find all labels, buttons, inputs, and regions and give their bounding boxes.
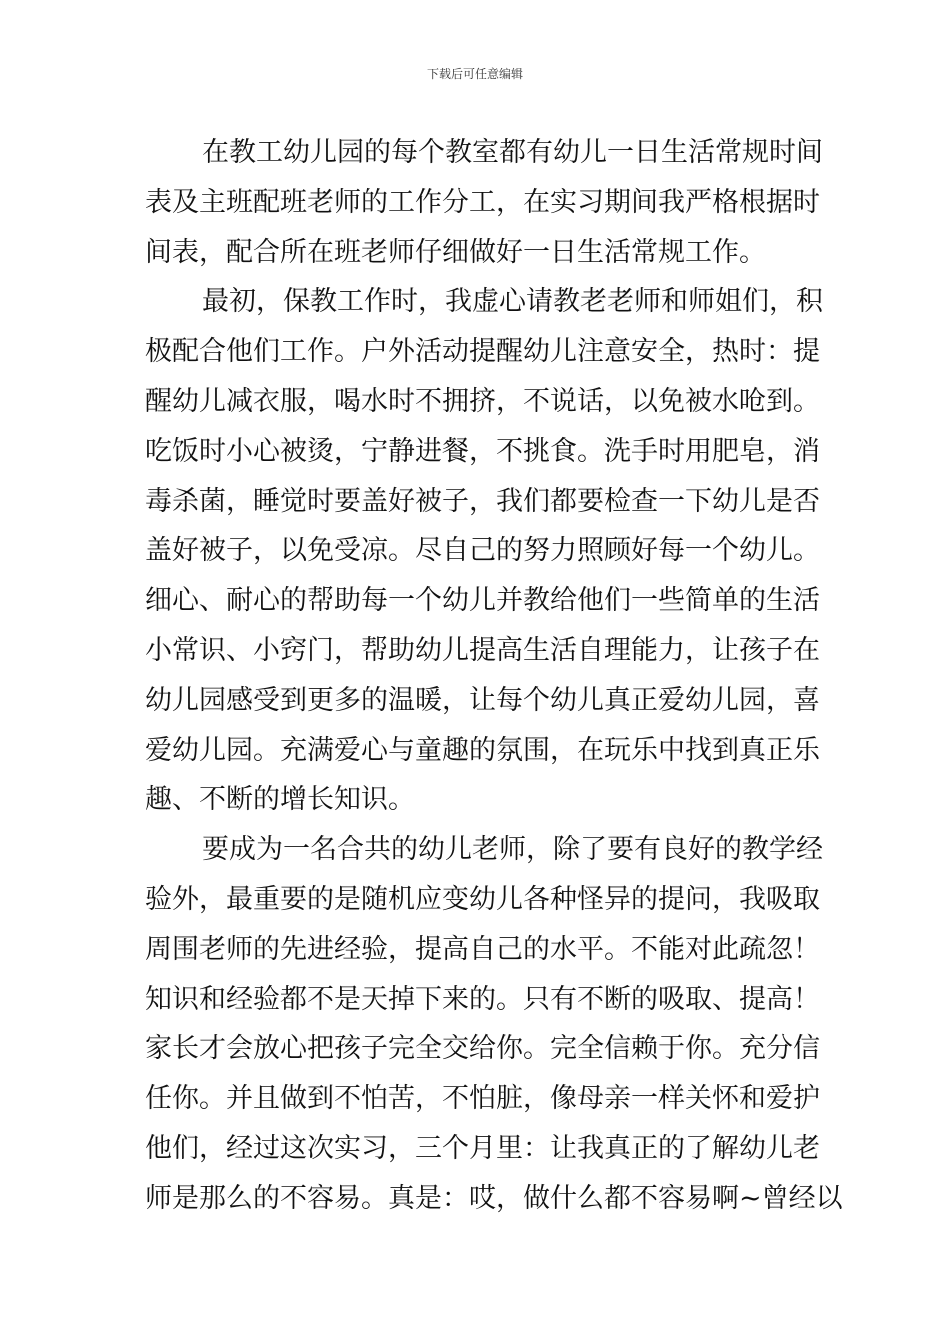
text-line: 细心、耐心的帮助每一个幼儿并教给他们一些简单的生活	[145, 585, 820, 617]
text-line: 验外，最重要的是随机应变幼儿各种怪异的提问，我吸取	[145, 883, 820, 915]
text-line: 最初，保教工作时，我虚心请教老老师和师姐们，积	[202, 286, 823, 318]
page-header: 下载后可任意编辑	[426, 67, 523, 81]
text-line: 在教工幼儿园的每个教室都有幼儿一日生活常规时间	[202, 137, 823, 168]
text-line: 周围老师的先进经验，提高自己的水平。不能对此疏忽！	[145, 933, 820, 965]
text-line: 醒幼儿减衣服，喝水时不拥挤，不说话，以免被水呛到。	[145, 385, 820, 417]
text-line: 他们，经过这次实习，三个月里：让我真正的了解幼儿老	[145, 1132, 820, 1164]
text-line: 趣、不断的增长知识。	[145, 784, 415, 816]
text-line: 小常识、小窍门，帮助幼儿提高生活自理能力，让孩子在	[145, 634, 820, 666]
text-line: 间表，配合所在班老师仔细做好一日生活常规工作。	[145, 236, 766, 268]
text-line: 盖好被子，以免受凉。尽自己的努力照顾好每一个幼儿。	[145, 535, 820, 567]
text-line: 师是那么的不容易。真是：哎，做什么都不容易啊~曾经以	[145, 1182, 843, 1214]
text-line: 任你。并且做到不怕苦，不怕脏，像母亲一样关怀和爱护	[145, 1083, 820, 1115]
text-line: 家长才会放心把孩子完全交给你。完全信赖于你。充分信	[145, 1033, 820, 1065]
text-line: 要成为一名合共的幼儿老师，除了要有良好的教学经	[202, 834, 823, 866]
text-line: 知识和经验都不是天掉下来的。只有不断的吸取、提高！	[145, 983, 820, 1015]
document-body	[145, 128, 843, 1224]
text-line: 吃饭时小心被烫，宁静进餐，不挑食。洗手时用肥皂，消	[145, 435, 820, 467]
text-line: 幼儿园感受到更多的温暖，让每个幼儿真正爱幼儿园，喜	[145, 684, 820, 716]
text-line: 表及主班配班老师的工作分工，在实习期间我严格根据时	[145, 186, 820, 218]
text-line: 爱幼儿园。充满爱心与童趣的氛围，在玩乐中找到真正乐	[145, 734, 820, 766]
text-line: 极配合他们工作。户外活动提醒幼儿注意安全，热时：提	[145, 336, 820, 368]
text-line: 毒杀菌，睡觉时要盖好被子，我们都要检查一下幼儿是否	[145, 485, 820, 517]
